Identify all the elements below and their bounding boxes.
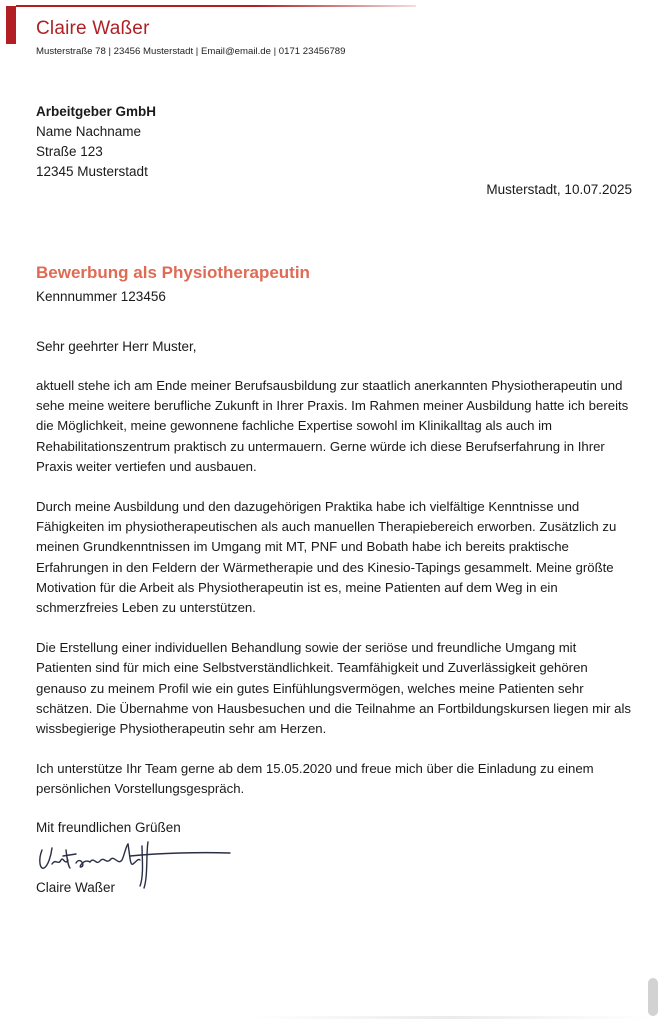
- sender-contact-line: Musterstraße 78 | 23456 Musterstadt | Email@email.de | 0171 23456789: [36, 46, 346, 57]
- recipient-city: 12345 Musterstadt: [36, 164, 148, 179]
- letterhead-accent-bar: [6, 6, 16, 44]
- body-paragraph: Ich unterstütze Ihr Team gerne ab dem 15.05.2020 und freue mich über die Einladung zu einem persönlichen Vorstellungsgespräch.: [36, 761, 594, 797]
- recipient-street: Straße 123: [36, 144, 103, 159]
- signer-name: Claire Waßer: [36, 880, 116, 895]
- body-paragraph: Durch meine Ausbildung und den dazugehörigen Praktika habe ich vielfältige Kenntnisse und Fähigkeiten im physiotherapeutischen als auch manuellen Therapiebereich erworben. Zusätzlich zu meinen Grundkenntnissen im Umgang mit MT, PNF und Bobath habe ich bereits praktische Erfahrungen in den Feldern der Wärmetherapie und des Kinesio-Tapings gesammelt. Meine größte Motivation für die Arbeit als Physiotherapeutin ist es, meine Patienten auf dem Weg in ein schmerzfreies Leben zu unterstützen.: [36, 499, 617, 616]
- recipient-company: Arbeitgeber GmbH: [36, 104, 157, 119]
- scrollbar-thumb[interactable]: [648, 978, 658, 1016]
- body-paragraph: aktuell stehe ich am Ende meiner Berufsausbildung zur staatlich anerkannten Physiotherapeutin und sehe meine weitere berufliche Zukunft in Ihrer Praxis. Im Rahmen meiner Ausbildung hatte ich bereits die Möglichkeit, meine gewonnene fachliche Expertise sowohl im Klinikalltag als auch im Rehabilitationszentrum praktisch zu untermauern. Gerne würde ich diese Berufserfahrung in Ihrer Praxis weiter vertiefen und ausbauen.: [36, 378, 629, 474]
- letter-body: [36, 376, 634, 820]
- closing-phrase: Mit freundlichen Grüßen: [36, 820, 181, 835]
- recipient-address: [36, 102, 156, 182]
- body-paragraph: Die Erstellung einer individuellen Behandlung sowie der seriöse und freundliche Umgang mit Patienten sind für mich eine Selbstverständlichkeit. Teamfähigkeit und Zuverlässigkeit gehören genauso zu meinem Profil wie ein gutes Einfühlungsvermögen, welches meine Patienten sehr schätzen. Die Übernahme von Hausbesuchen und die Teilnahme an Fortbildungskursen liegen mir als wissbegierige Physiotherapeutin sehr am Herzen.: [36, 640, 632, 737]
- sender-name: Claire Waßer: [36, 18, 150, 39]
- recipient-contact: Name Nachname: [36, 124, 142, 139]
- letter-date: Musterstadt, 10.07.2025: [486, 182, 632, 197]
- letter-subject: Bewerbung als Physiotherapeutin: [36, 263, 310, 282]
- letterhead: [0, 0, 664, 70]
- page-edge-shadow: [250, 1016, 650, 1019]
- letterhead-rule: [16, 5, 416, 7]
- reference-number: Kennnummer 123456: [36, 289, 166, 304]
- salutation: Sehr geehrter Herr Muster,: [36, 339, 197, 354]
